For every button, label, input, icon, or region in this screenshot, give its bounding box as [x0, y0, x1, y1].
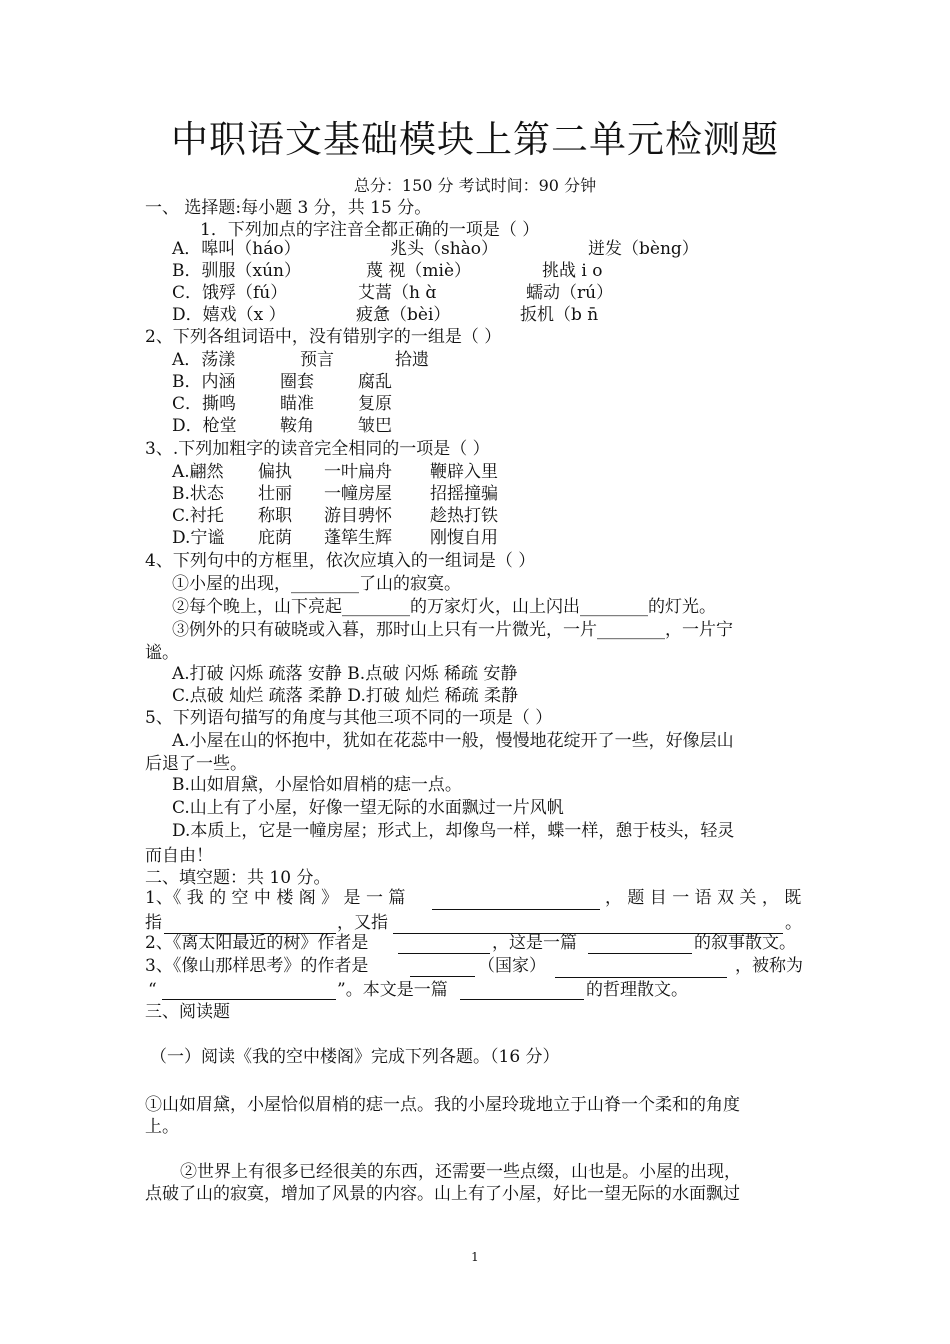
option-a	[172, 350, 429, 370]
page-number: 1	[471, 1250, 479, 1264]
fill-text: ”。本文是一篇	[337, 980, 448, 1000]
option-item: 腐乱	[358, 372, 392, 392]
option-item: 趁热打铁	[430, 506, 498, 526]
option-d	[172, 416, 392, 436]
blank-line[interactable]	[588, 937, 692, 954]
option-item: B．驯服（xún）	[172, 261, 301, 281]
paragraph-line: 点破了山的寂寞，增加了风景的内容。山上有了小屋，好比一望无际的水面飘过	[145, 1184, 740, 1204]
question-stem: 4、下列句中的方框里，依次应填入的一组词是（ ）	[145, 551, 536, 571]
reading-title: （一）阅读《我的空中楼阁》完成下列各题。（16 分）	[150, 1047, 560, 1067]
option-item: 刚愎自用	[430, 528, 498, 548]
option-b: B.山如眉黛，小屋恰如眉梢的痣一点。	[172, 775, 462, 795]
sentence: ②每个晚上，山下亮起________的万家灯火，山上闪出________的灯光。	[172, 597, 716, 617]
fill-blank-1	[145, 888, 405, 908]
option-item: 鞭辟入里	[430, 462, 498, 482]
option-c	[172, 283, 613, 303]
option-row: C.点破 灿烂 疏落 柔静 D.打破 灿烂 稀疏 柔静	[172, 686, 519, 706]
blank-line[interactable]	[460, 983, 584, 1000]
fill-text: 。	[785, 913, 802, 933]
option-item: C．饿殍（fú）	[172, 283, 288, 303]
option-item: A．嗥叫（háo）	[172, 239, 301, 259]
option-d: D.本质上，它是一幢房屋；形式上，却像鸟一样，蝶一样，憩于枝头，轻灵	[172, 821, 735, 841]
fill-text: （国家）	[478, 956, 546, 976]
option-item: D.宁谧	[172, 528, 225, 548]
blank-line[interactable]	[555, 961, 727, 978]
option-item: 招摇撞骗	[430, 484, 498, 504]
option-item: A.翩然	[172, 462, 224, 482]
fill-text: ， 题 目 一 语 双 关 ， 既	[605, 888, 802, 908]
option-item: 预言	[300, 350, 334, 370]
option-d	[172, 528, 498, 548]
sentence-continued: 谧。	[145, 643, 179, 663]
option-item: D．枪堂	[172, 416, 237, 436]
question-stem: 3、.下列加粗字的读音完全相同的一项是（ ）	[145, 439, 490, 459]
option-b	[172, 261, 602, 281]
option-c	[172, 394, 392, 414]
blank-line[interactable]	[432, 893, 600, 910]
option-item: 圈套	[280, 372, 314, 392]
fill-text: ，这是一篇	[492, 933, 577, 953]
fill-text: ，又指	[337, 913, 388, 933]
option-item: 蔑 视（miè）	[366, 261, 472, 281]
question-stem: 2、下列各组词语中，没有错别字的一组是（ ）	[145, 327, 502, 347]
blank-line[interactable]	[393, 917, 783, 934]
option-item: 艾蒿（h ɑ̀	[358, 283, 437, 303]
option-item: 一叶扁舟	[324, 462, 392, 482]
option-item: 疲惫（bèi）	[356, 305, 451, 325]
question-stem: 5、下列语句描写的角度与其他三项不同的一项是（ ）	[145, 708, 553, 728]
sentence: ③例外的只有破晓或入暮，那时山上只有一片微光，一片________，一片宁	[172, 620, 733, 640]
fill-text: ，被称为	[735, 956, 803, 976]
section-heading: 一、 选择题:每小题 3 分，共 15 分。	[145, 198, 432, 218]
option-d	[172, 305, 598, 325]
fill-text: 3、《像山那样思考》的作者是	[145, 956, 369, 976]
blank-line[interactable]	[164, 917, 336, 934]
option-item: 拾遗	[395, 350, 429, 370]
option-item: 兆头（shào）	[390, 239, 499, 259]
fill-text: 1、《 我 的 空 中 楼 阁 》 是 一 篇	[145, 888, 406, 908]
option-item: 挑战 i o	[542, 261, 603, 281]
option-item: 偏执	[258, 462, 292, 482]
option-a	[172, 462, 498, 482]
option-item: 瞄准	[280, 394, 314, 414]
option-item: 称职	[258, 506, 292, 526]
fill-text: 指	[145, 913, 162, 933]
question-stem: 1．下列加点的字注音全都正确的一项是（ ）	[200, 220, 540, 240]
option-b	[172, 372, 392, 392]
option-row: A.打破 闪烁 疏落 安静 B.点破 闪烁 稀疏 安静	[172, 664, 518, 684]
option-c: C.山上有了小屋，好像一望无际的水面飘过一片风帆	[172, 798, 564, 818]
option-item: 一幢房屋	[324, 484, 392, 504]
option-a-continued: 后退了一些。	[145, 754, 247, 774]
option-item: 庇荫	[258, 528, 292, 548]
option-item: B．内涵	[172, 372, 236, 392]
option-item: 蓬筚生辉	[324, 528, 392, 548]
option-item: 迸发（bèng）	[588, 239, 699, 259]
exam-info: 总分：150 分 考试时间：90 分钟	[353, 176, 597, 195]
fill-text: 2、《离太阳最近的树》作者是	[145, 933, 369, 953]
blank-line[interactable]	[398, 937, 490, 954]
paragraph-line: ②世界上有很多已经很美的东西，还需要一些点缀，山也是。小屋的出现，	[180, 1162, 741, 1182]
option-item: 壮丽	[258, 484, 292, 504]
fill-text: “	[148, 980, 157, 1000]
section-heading: 三、阅读题	[145, 1002, 230, 1022]
option-item: C.衬托	[172, 506, 224, 526]
option-a	[172, 239, 699, 259]
option-item: B.状态	[172, 484, 224, 504]
fill-text: 的哲理散文。	[586, 980, 688, 1000]
option-d-continued: 而自由！	[145, 846, 213, 866]
page-title: 中职语文基础模块上第二单元检测题	[171, 118, 779, 161]
paragraph-line: ①山如眉黛，小屋恰似眉梢的痣一点。我的小屋玲珑地立于山脊一个柔和的角度	[145, 1095, 740, 1115]
option-item: 扳机（b n̄	[520, 305, 599, 325]
fill-text: 的叙事散文。	[694, 933, 796, 953]
paragraph-line: 上。	[145, 1117, 179, 1137]
blank-line[interactable]	[162, 983, 336, 1000]
option-a: A.小屋在山的怀抱中，犹如在花蕊中一般，慢慢地花绽开了一些，好像层山	[172, 731, 734, 751]
option-item: 皱巴	[358, 416, 392, 436]
option-item: C．撕鸣	[172, 394, 237, 414]
option-item: A．荡漾	[172, 350, 236, 370]
blank-line[interactable]	[410, 960, 475, 977]
option-item: 游目骋怀	[324, 506, 392, 526]
option-item: 鞍角	[280, 416, 314, 436]
option-item: D．嬉戏（x ）	[172, 305, 286, 325]
section-heading: 二、填空题：共 10 分。	[145, 868, 331, 888]
option-item: 复原	[358, 394, 392, 414]
sentence: ①小屋的出现，________了山的寂寞。	[172, 574, 461, 594]
option-c	[172, 506, 498, 526]
option-item: 蠕动（rú）	[526, 283, 614, 303]
option-b	[172, 484, 498, 504]
